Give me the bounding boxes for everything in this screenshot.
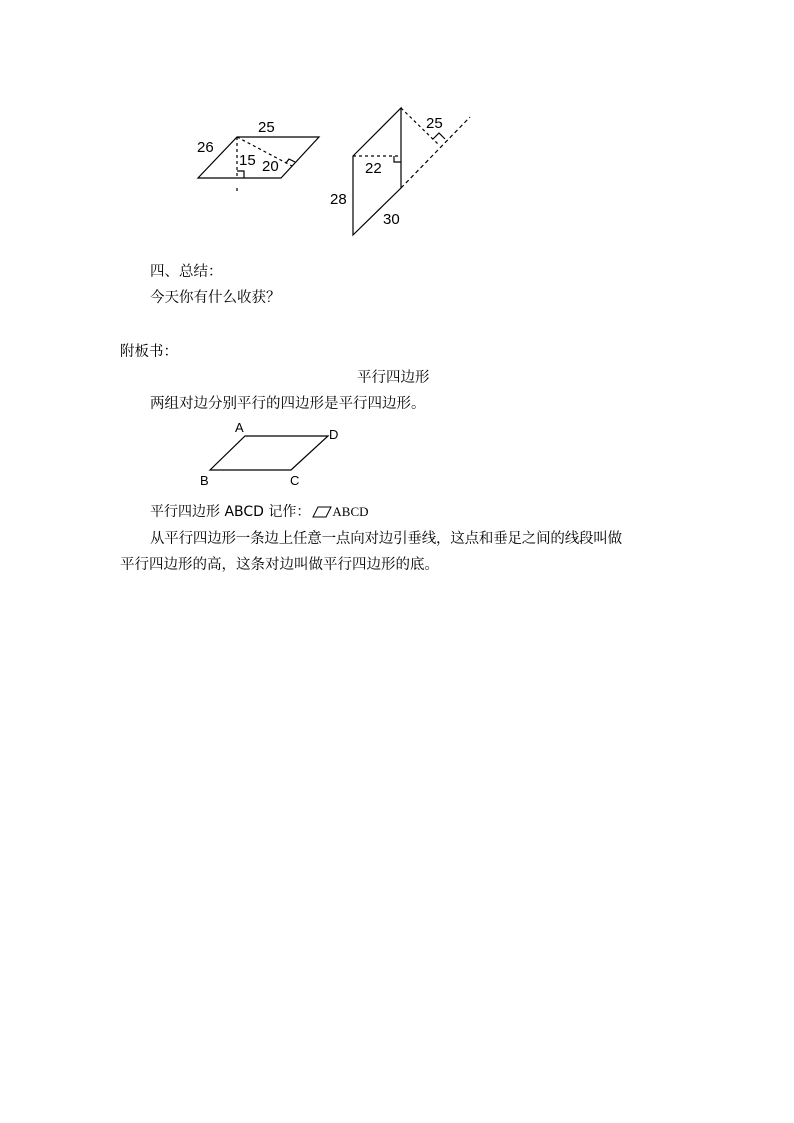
vertex-c: C (290, 473, 300, 488)
label-left-26: 26 (197, 139, 214, 156)
right-angle-mark (433, 133, 445, 139)
board-title: 平行四边形 (357, 370, 430, 386)
notation-symbol-label: ABCD (332, 504, 369, 519)
vertex-a: A (235, 420, 244, 435)
right-angle-mark (237, 171, 244, 178)
label-height-22: 22 (365, 160, 382, 177)
label-left-28: 28 (330, 191, 347, 208)
notation-text: 平行四边形 ABCD 记作： (150, 504, 311, 520)
right-angle-mark (286, 159, 295, 163)
parallelogram-outline-1 (198, 137, 319, 178)
board-label: 附板书： (120, 344, 178, 360)
summary-heading: 四、总结： (150, 264, 223, 280)
height-definition-line-1: 从平行四边形一条边上任意一点向对边引垂线，这点和垂足之间的线段叫做 (150, 531, 622, 547)
vertex-b: B (200, 473, 209, 488)
label-slant-20: 20 (262, 158, 279, 175)
right-angle-mark (394, 156, 401, 162)
parallelogram-abcd-diagram (195, 418, 355, 490)
parallelogram-abcd-outline (210, 436, 328, 470)
summary-question: 今天你有什么收获？ (150, 290, 281, 306)
label-bottom-30: 30 (383, 211, 400, 228)
label-top-25: 25 (258, 119, 275, 136)
notation-line (150, 503, 369, 521)
parallelogram-figure-1 (190, 110, 330, 200)
label-height-15: 15 (239, 152, 256, 169)
parallelogram-symbol-icon (312, 506, 332, 518)
label-dist-25: 25 (426, 115, 443, 132)
height-definition-line-2: 平行四边形的高，这条对边叫做平行四边形的底。 (120, 557, 439, 573)
parallelogram-figure-2 (325, 100, 485, 245)
vertex-d: D (329, 427, 339, 442)
parallelogram-definition: 两组对边分别平行的四边形是平行四边形。 (150, 396, 426, 412)
